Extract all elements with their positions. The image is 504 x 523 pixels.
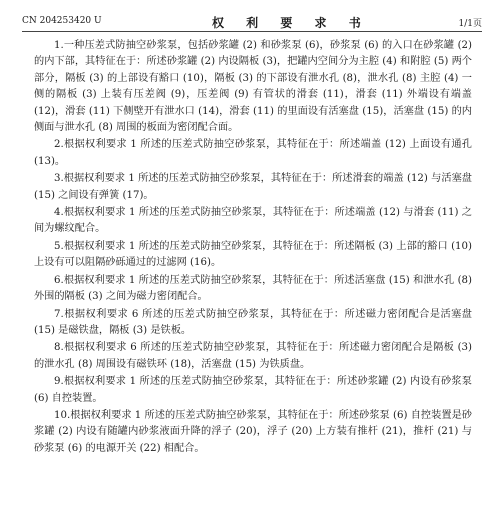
page-header <box>22 14 482 30</box>
claims-list <box>34 38 472 458</box>
claim-9: 9.根据权利要求 1 所述的压差式防抽空砂浆泵，其特征在于：所述砂浆罐 (2) 内设有砂浆泵 (6) 自控装置。 <box>34 376 472 404</box>
claim-4: 4.根据权利要求 1 所述的压差式防抽空砂浆泵，其特征在于：所述端盖 (12) 与滑套 (11) 之间为螺纹配合。 <box>34 207 472 235</box>
claim-8: 8.根据权利要求 6 所述的压差式防抽空砂浆泵，其特征在于：所述磁力密闭配合是隔板 (3) 的泄水孔 (8) 周围设有磁铁环 (18)，活塞盘 (15) 为铁质盘。 <box>34 342 472 370</box>
header-divider <box>22 31 482 32</box>
claim-6: 6.根据权利要求 1 所述的压差式防抽空砂浆泵，其特征在于：所述活塞盘 (15) 和泄水孔 (8) 外围的隔板 (3) 之间为磁力密闭配合。 <box>34 274 472 303</box>
claim-1: 1.一种压差式防抽空砂浆泵，包括砂浆罐 (2) 和砂浆泵 (6)，砂浆泵 (6) 的入口在砂浆罐 (2) 的内下部，其特征在于：所述砂浆罐 (2) 内设隔板 (3)，把罐内空间分为主腔 (4) 和附腔 (5) 两个部分，隔板 (3) 的上部设有豁口 (10)，隔板 (3) 的下部设有泄水孔 (8)，泄水孔 (8) 主腔 (4) 一侧的隔板 (3) 上装有压差阀 (9)，压差阀 (9) 有管状的滑套 (11)，滑套 (11) 外端设有端盖 (12)，滑套 (11) 下侧壁开有泄水口 (14)，滑套 (11) 的里面设有活塞盘 (15)，活塞盘 (15) 的内侧面与泄水孔 (8) 周围的板面为密闭配合面。 <box>34 40 472 134</box>
claim-10: 10.根据权利要求 1 所述的压差式防抽空砂浆泵，其特征在于：所述砂浆泵 (6) 自控装置是砂浆罐 (2) 内设有随罐内砂浆液面升降的浮子 (20)，浮子 (20) 上方装有推杆 (21)，推杆 (21) 与砂浆泵 (6) 的电源开关 (22) 相配合。 <box>34 409 472 454</box>
claim-5: 5.根据权利要求 1 所述的压差式防抽空砂浆泵，其特征在于：所述隔板 (3) 上部的豁口 (10) 上设有可以阻隔砂砾通过的过滤网 (16)。 <box>34 240 472 269</box>
document-number: CN 204253420 U <box>22 16 102 26</box>
claim-2: 2.根据权利要求 1 所述的压差式防抽空砂浆泵，其特征在于：所述端盖 (12) 上面设有通孔 (13)。 <box>34 139 472 167</box>
claim-7: 7.根据权利要求 6 所述的压差式防抽空砂浆泵，其特征在于：所述磁力密闭配合是活塞盘 (15) 是磁铁盘，隔板 (3) 是铁板。 <box>34 308 472 336</box>
page-title: 权 利 要 求 书 <box>212 16 370 30</box>
page-number: 1/1页 <box>458 19 482 29</box>
claim-3: 3.根据权利要求 1 所述的压差式防抽空砂浆泵，其特征在于：所述滑套的端盖 (12) 与活塞盘 (15) 之间设有弹簧 (17)。 <box>34 173 472 201</box>
